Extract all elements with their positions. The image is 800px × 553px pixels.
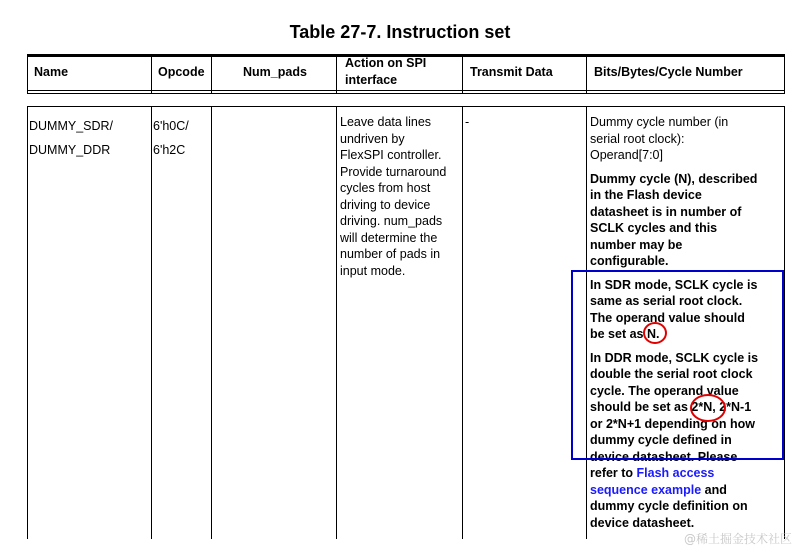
sequence-example-link[interactable]: sequence example	[590, 482, 702, 497]
annotation-highlight-box	[571, 270, 784, 460]
row-top-rule	[27, 106, 785, 107]
col-border	[336, 54, 337, 93]
bits-sdr-note: In SDR mode, SCLK cycle is same as serial root clock. The operand value should be set as N.	[590, 277, 758, 341]
flash-access-link[interactable]: Flash access	[636, 466, 715, 480]
header-transmit-data: Transmit Data	[470, 65, 553, 79]
header-opcode: Opcode	[158, 65, 205, 79]
table-title: Table 27-7. Instruction set	[289, 22, 511, 42]
annotation-circle-2n	[690, 394, 726, 422]
header-bits: Bits/Bytes/Cycle Number	[594, 65, 743, 79]
bits-dummy-cycle-note: Dummy cycle (N), described in the Flash device datasheet is in number of SCLK cycles and this number may be configurable.	[590, 171, 758, 268]
col-border	[784, 106, 785, 539]
header-num-pads: Num_pads	[243, 65, 307, 79]
col-border	[336, 106, 337, 539]
watermark: @稀土掘金技术社区	[683, 532, 792, 546]
col-border	[784, 54, 785, 93]
header-double-rule	[27, 93, 785, 94]
bits-ddr-note: In DDR mode, SCLK cycle is double the serial root clock cycle. The operand value should be set as 2*N, 2*N-1 or 2*N+1 depending on how dummy cycle defined in device datasheet. Please refer to Flash access sequence example and dummy cycle definition on device datasheet.	[590, 350, 759, 530]
header-action: Action on SPI interface	[345, 56, 427, 87]
bits-intro: Dummy cycle number (in serial root clock): Operand[7:0]	[590, 115, 729, 162]
header-bottom-rule	[27, 90, 785, 91]
col-border	[151, 54, 152, 93]
col-border	[27, 106, 28, 539]
col-border	[462, 106, 463, 539]
col-border	[462, 54, 463, 93]
annotation-circle-n	[643, 322, 667, 344]
header-name: Name	[34, 65, 69, 79]
cell-name: DUMMY_SDR/ DUMMY_DDR	[29, 119, 114, 157]
cell-action: Leave data lines undriven by FlexSPI controller. Provide turnaround cycles from host driving to device driving. num_pads will determine the number of pads in input mode.	[340, 115, 447, 278]
col-border	[211, 54, 212, 93]
cell-opcode: 6'h0C/ 6'h2C	[153, 119, 189, 157]
cell-transmit: -	[465, 115, 470, 129]
col-border	[211, 106, 212, 539]
col-border	[586, 54, 587, 93]
col-border	[27, 54, 28, 93]
col-border	[151, 106, 152, 539]
